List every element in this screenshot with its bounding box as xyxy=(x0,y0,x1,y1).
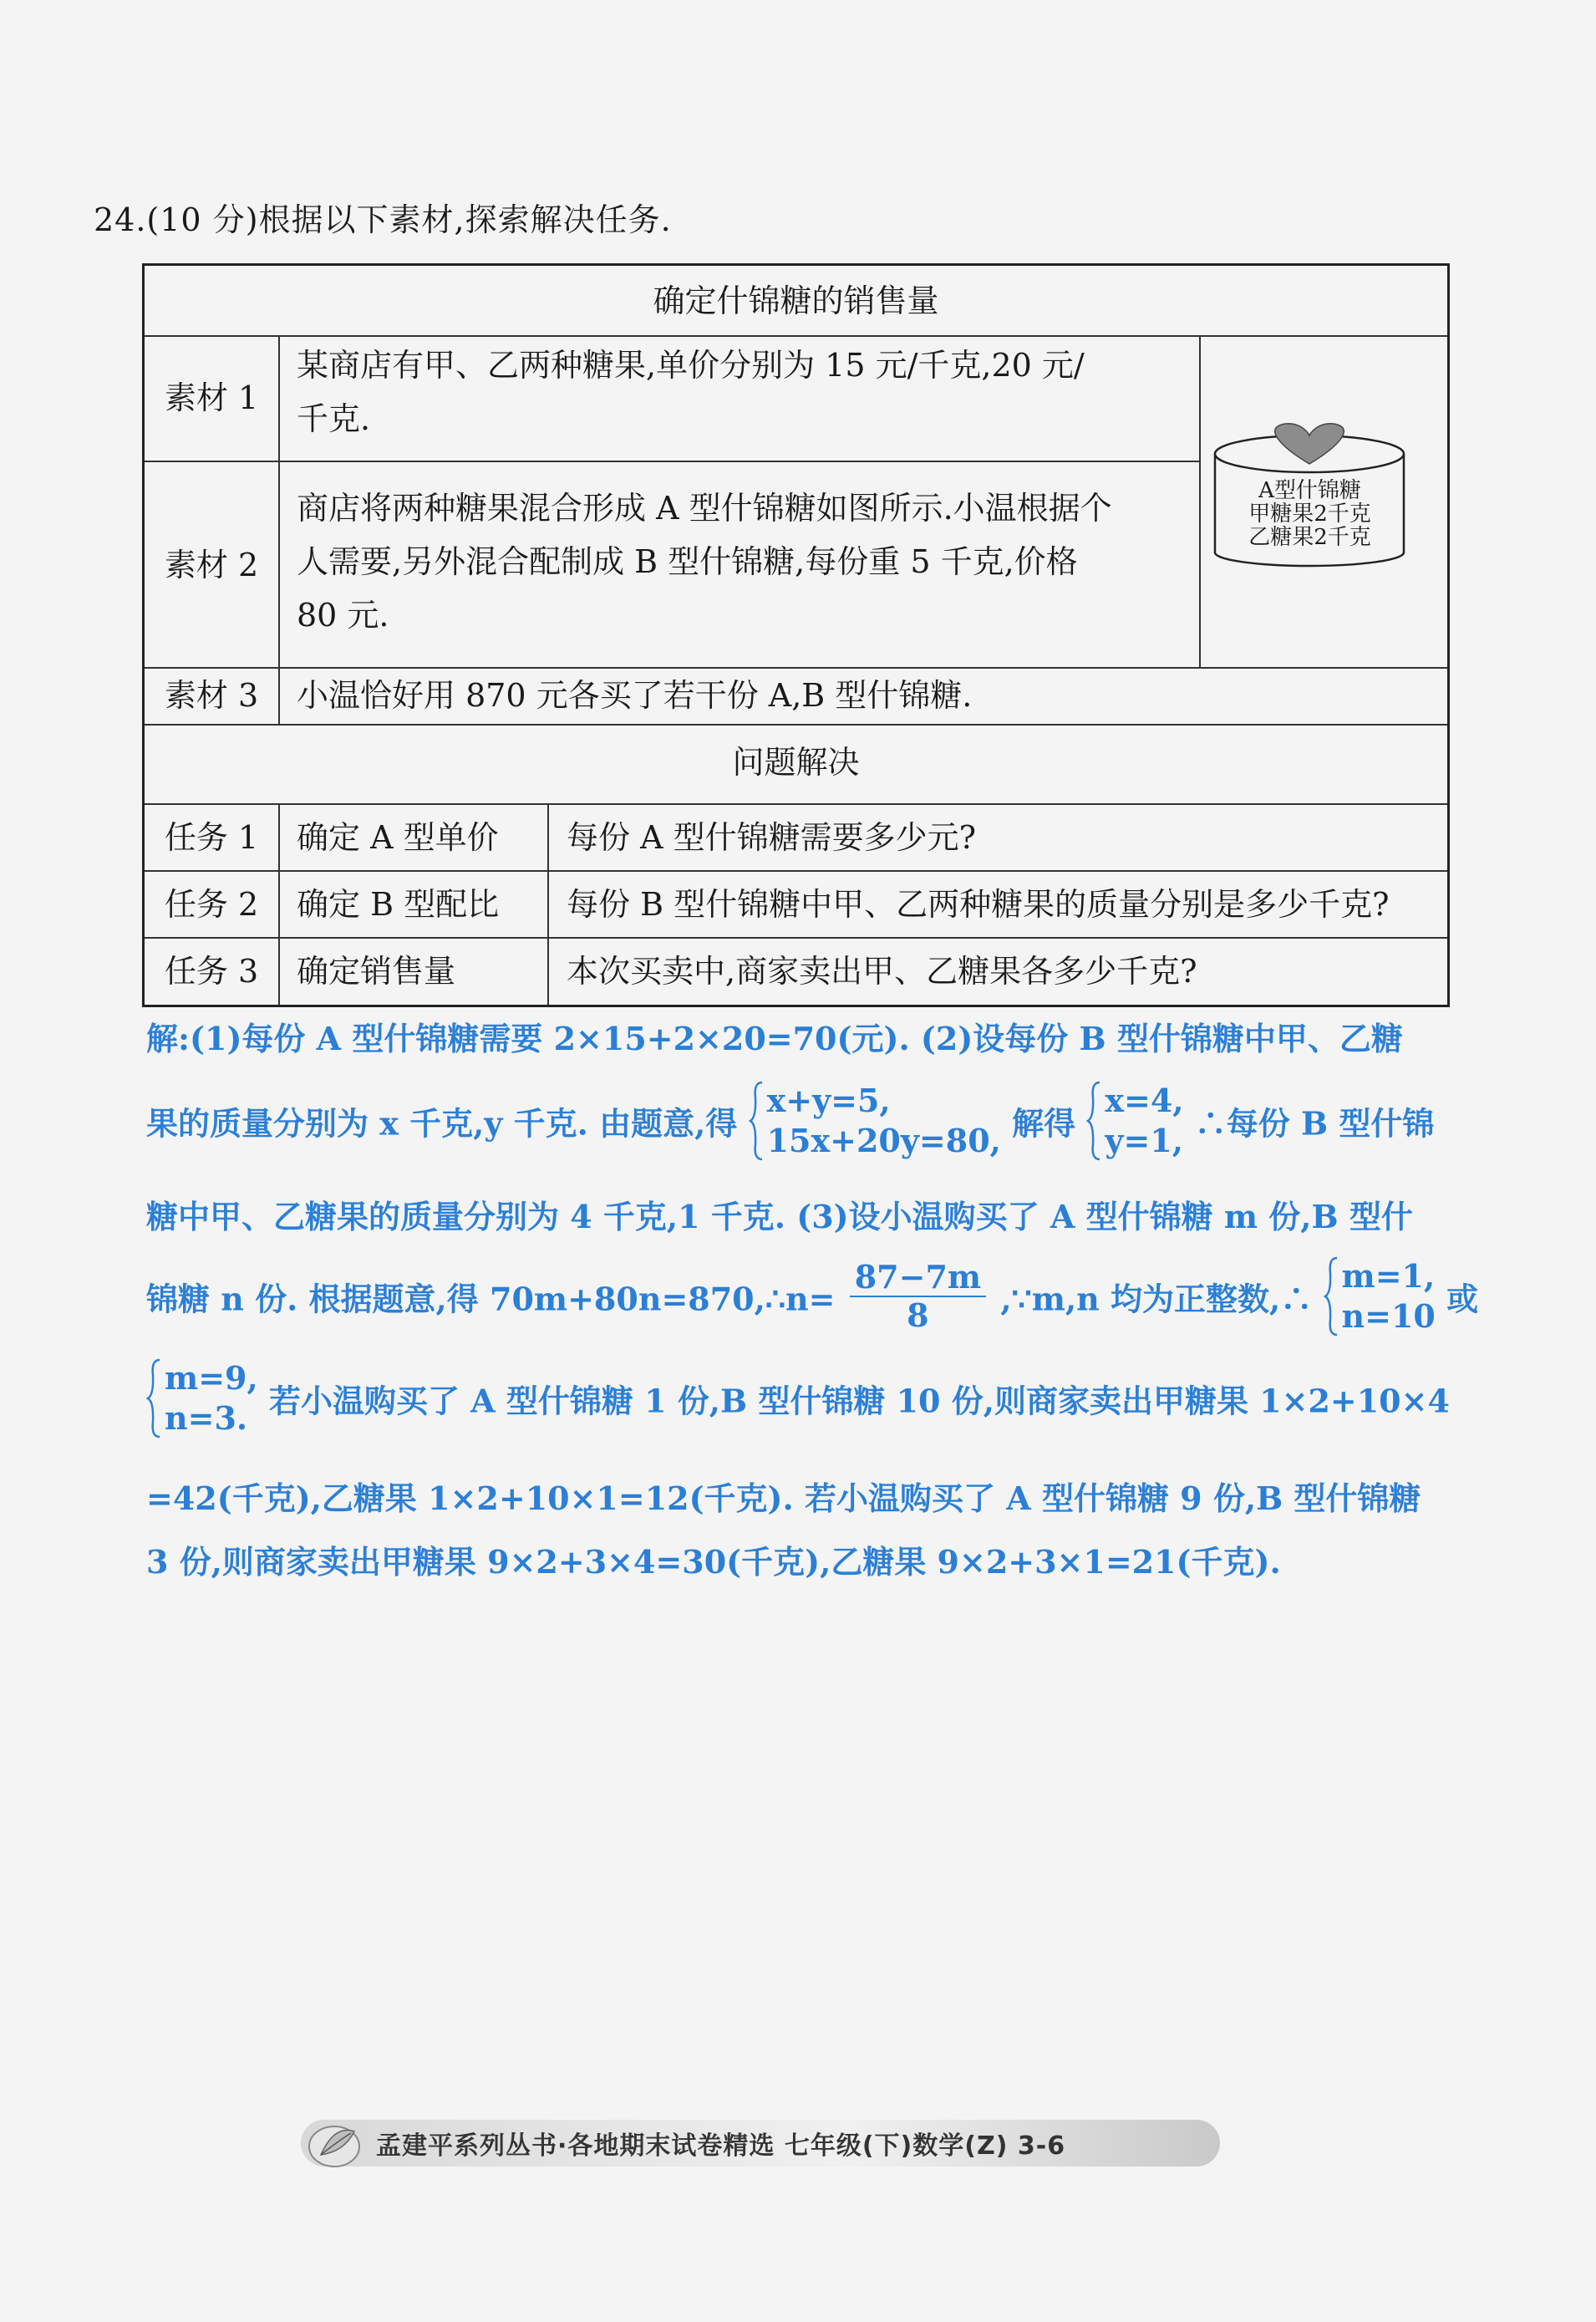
equation-system-2: x=4, y=1, xyxy=(1086,1081,1183,1161)
task-3-label: 任务 3 xyxy=(164,953,259,990)
equation-system-1: x+y=5, 15x+20y=80, xyxy=(749,1081,1001,1161)
fraction: $\frac{87-7m}{8}$ xyxy=(850,1259,986,1334)
solution-line-6: =42(千克),乙糖果 1×2+10×1=12(千克). 若小温购买了 A 型什锦糖 9 份,B 型什锦糖 xyxy=(146,1479,1421,1517)
solution-label: 解: xyxy=(146,1020,191,1057)
task-1-label: 任务 1 xyxy=(164,819,259,856)
task-1-name: 确定 A 型单价 xyxy=(297,819,499,856)
task-2-name: 确定 B 型配比 xyxy=(297,886,500,923)
candy-box-illustration xyxy=(1212,422,1408,568)
material-1-text: 某商店有甲、乙两种糖果,单价分别为 15 元/千克,20 元/ 千克. xyxy=(297,347,1085,437)
table-header-2: 问题解决 xyxy=(732,744,860,781)
task-2-label: 任务 2 xyxy=(164,886,259,923)
candy-box-line2: 甲糖果2千克 xyxy=(1248,502,1371,527)
task-2-question: 每份 B 型什锦糖中甲、乙两种糖果的质量分别是多少千克? xyxy=(567,886,1390,923)
solution-line-3: 糖中甲、乙糖果的质量分别为 4 千克,1 千克. (3)设小温购买了 A 型什锦糖 m 份,B 型什 xyxy=(146,1198,1413,1235)
material-3-text: 小温恰好用 870 元各买了若干份 A,B 型什锦糖. xyxy=(297,677,973,714)
solution-line-5: m=9, n=3. 若小温购买了 A 型什锦糖 1 份,B 型什锦糖 10 份,则商家卖出甲糖果 1×2+10×4 xyxy=(146,1358,1450,1439)
page-footer xyxy=(301,2113,1220,2173)
material-2-text: 商店将两种糖果混合形成 A 型什锦糖如图所示.小温根据个 人需要,另外混合配制成 B 型什锦糖,每份重 5 千克,价格 80 元. xyxy=(297,490,1112,634)
materials-table xyxy=(142,263,1450,1007)
task-1-question: 每份 A 型什锦糖需要多少元? xyxy=(567,819,976,856)
solution-line-2: 果的质量分别为 x 千克,y 千克. 由题意,得 x+y=5, 15x+20y=80, 解得 x=4, y=1, ∴每份 B 型什锦 xyxy=(146,1082,1435,1159)
leaf-logo-icon xyxy=(301,2113,368,2173)
footer-text: 孟建平系列丛书·各地期末试卷精选 七年级(下)数学(Z) 3-6 xyxy=(376,2131,1066,2161)
material-2-label: 素材 2 xyxy=(164,547,259,583)
solution-line-1: 解:(1)每份 A 型什锦糖需要 2×15+2×20=70(元). (2)设每份 B 型什锦糖中甲、乙糖 xyxy=(146,1020,1403,1057)
task-3-name: 确定销售量 xyxy=(297,953,456,990)
table-header-1: 确定什锦糖的销售量 xyxy=(653,283,939,319)
solution-line-7: 3 份,则商家卖出甲糖果 9×2+3×4=30(千克),乙糖果 9×2+3×1=21(千克). xyxy=(146,1543,1281,1581)
task-3-question: 本次买卖中,商家卖出甲、乙糖果各多少千克? xyxy=(567,953,1197,990)
question-title: 24.(10 分)根据以下素材,探索解决任务. xyxy=(94,201,672,238)
candy-box-line3: 乙糖果2千克 xyxy=(1248,525,1371,550)
material-3-label: 素材 3 xyxy=(164,677,259,714)
candy-box-line1: A型什锦糖 xyxy=(1258,478,1361,503)
material-1-label: 素材 1 xyxy=(164,379,259,416)
equation-system-3: m=1, n=10 xyxy=(1324,1256,1436,1337)
solution-line-4: 锦糖 n 份. 根据题意,得 70m+80n=870,∴n= $\frac{87-7m}{8}$ ,∵m,n 均为正整数,∴ m=1, n=10 或 xyxy=(146,1257,1479,1335)
equation-system-4: m=9, n=3. xyxy=(146,1358,258,1439)
